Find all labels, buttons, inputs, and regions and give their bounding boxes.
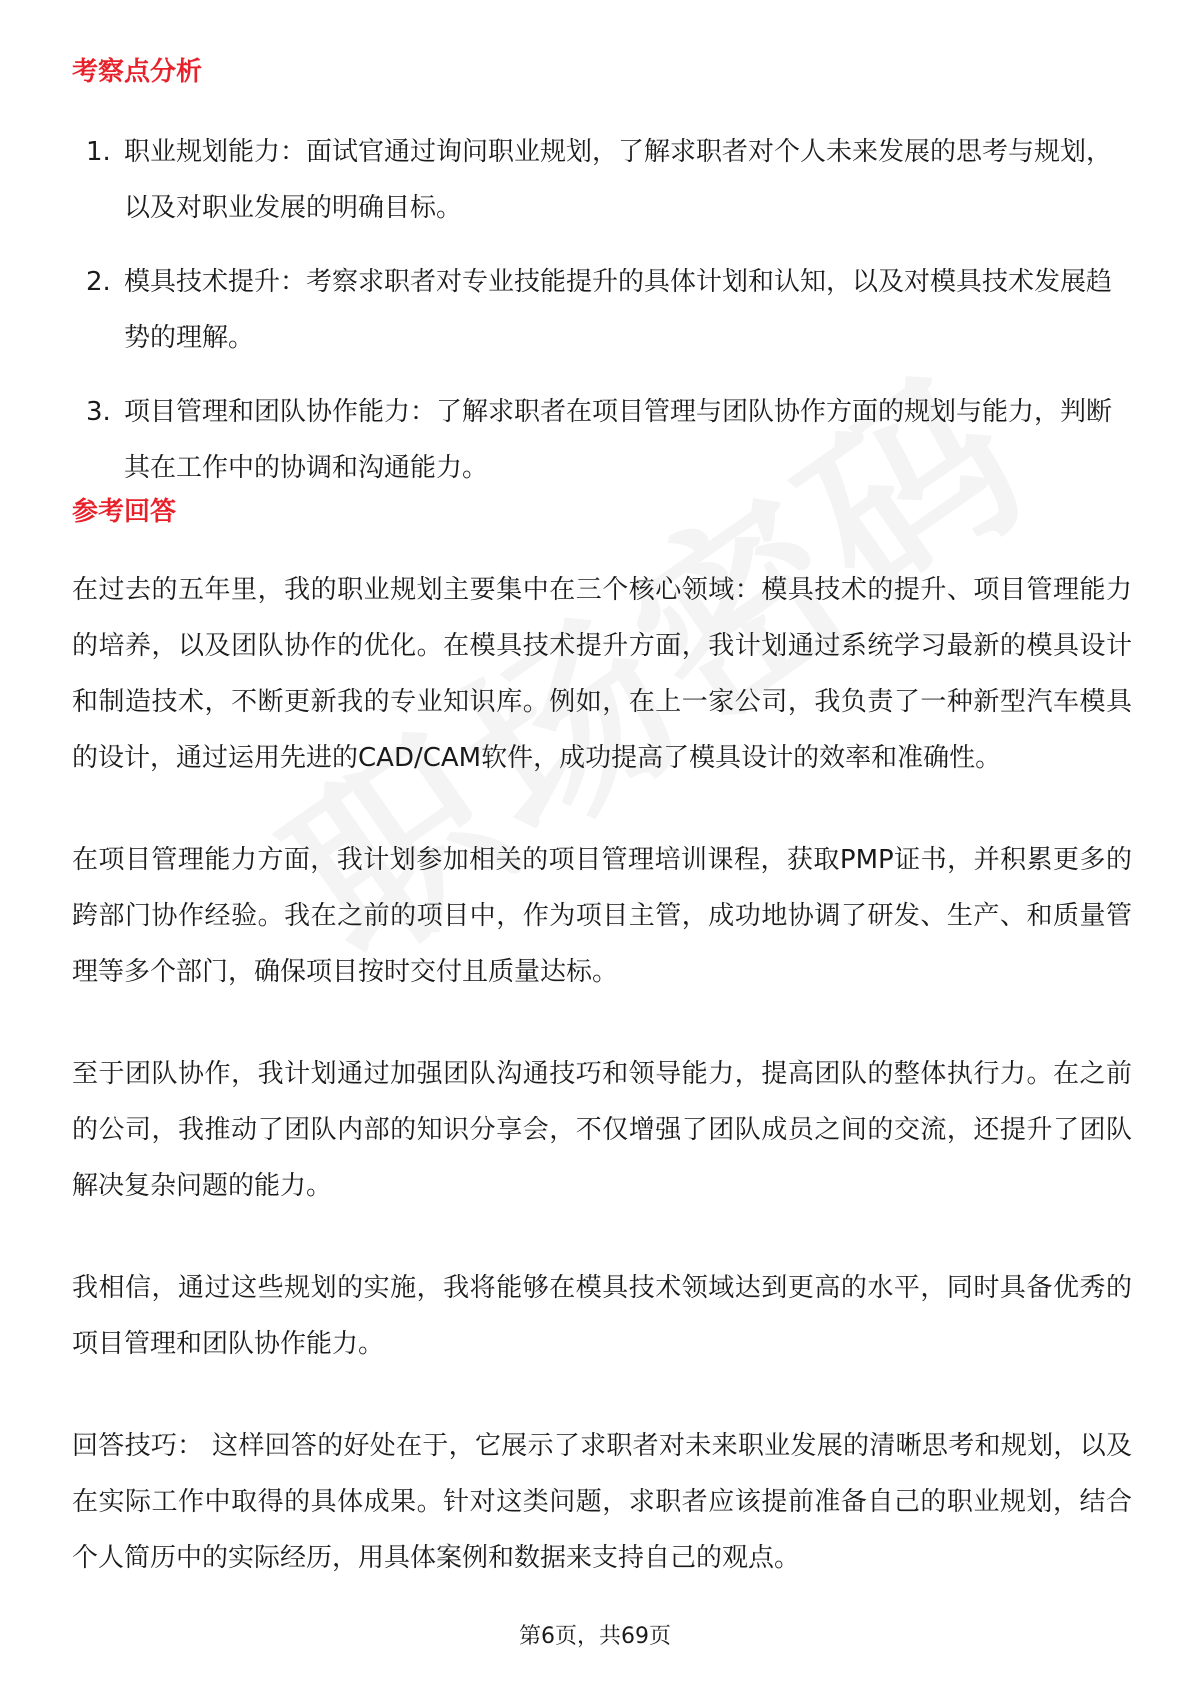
analysis-list <box>72 124 1112 514</box>
analysis-point <box>72 124 1112 236</box>
point-text: 模具技术提升：考察求职者对专业技能提升的具体计划和认知，以及对模具技术发展趋势的理解。 <box>124 267 1113 353</box>
point-number: 2. <box>86 267 111 297</box>
point-text: 职业规划能力：面试官通过询问职业规划，了解求职者对个人未来发展的思考与规划，以及对职业发展的明确目标。 <box>124 137 1113 223</box>
page-footer: 第6页，共69页 <box>519 1624 671 1649</box>
answer-paragraph: 在过去的五年里，我的职业规划主要集中在三个核心领域：模具技术的提升、项目管理能力的培养，以及团队协作的优化。在模具技术提升方面，我计划通过系统学习最新的模具设计和制造技术，不断更新我的专业知识库。例如，在上一家公司，我负责了一种新型汽车模具的设计，通过运用先进的CAD/CAM软件，成功提高了模具设计的效率和准确性。 <box>72 575 1132 773</box>
point-number: 3. <box>86 397 111 427</box>
point-text: 项目管理和团队协作能力：了解求职者在项目管理与团队协作方面的规划与能力，判断其在工作中的协调和沟通能力。 <box>124 397 1113 483</box>
answer-tip-paragraph: 回答技巧： 这样回答的好处在于，它展示了求职者对未来职业发展的清晰思考和规划，以及在实际工作中取得的具体成果。针对这类问题，求职者应该提前准备自己的职业规划，结合个人简历中的实际经历，用具体案例和数据来支持自己的观点。 <box>72 1431 1132 1573</box>
section-heading-analysis: 考察点分析 <box>72 57 203 87</box>
analysis-point <box>72 384 1112 496</box>
analysis-point <box>72 254 1112 366</box>
answer-body <box>72 562 1132 1632</box>
point-number: 1. <box>86 137 111 167</box>
answer-paragraph: 在项目管理能力方面，我计划参加相关的项目管理培训课程，获取PMP证书，并积累更多的跨部门协作经验。我在之前的项目中，作为项目主管，成功地协调了研发、生产、和质量管理等多个部门，确保项目按时交付且质量达标。 <box>72 845 1132 987</box>
answer-paragraph: 至于团队协作，我计划通过加强团队沟通技巧和领导能力，提高团队的整体执行力。在之前的公司，我推动了团队内部的知识分享会，不仅增强了团队成员之间的交流，还提升了团队解决复杂问题的能力。 <box>72 1059 1132 1201</box>
answer-paragraph: 我相信，通过这些规划的实施，我将能够在模具技术领域达到更高的水平，同时具备优秀的项目管理和团队协作能力。 <box>72 1273 1132 1359</box>
section-heading-answer: 参考回答 <box>72 497 177 527</box>
